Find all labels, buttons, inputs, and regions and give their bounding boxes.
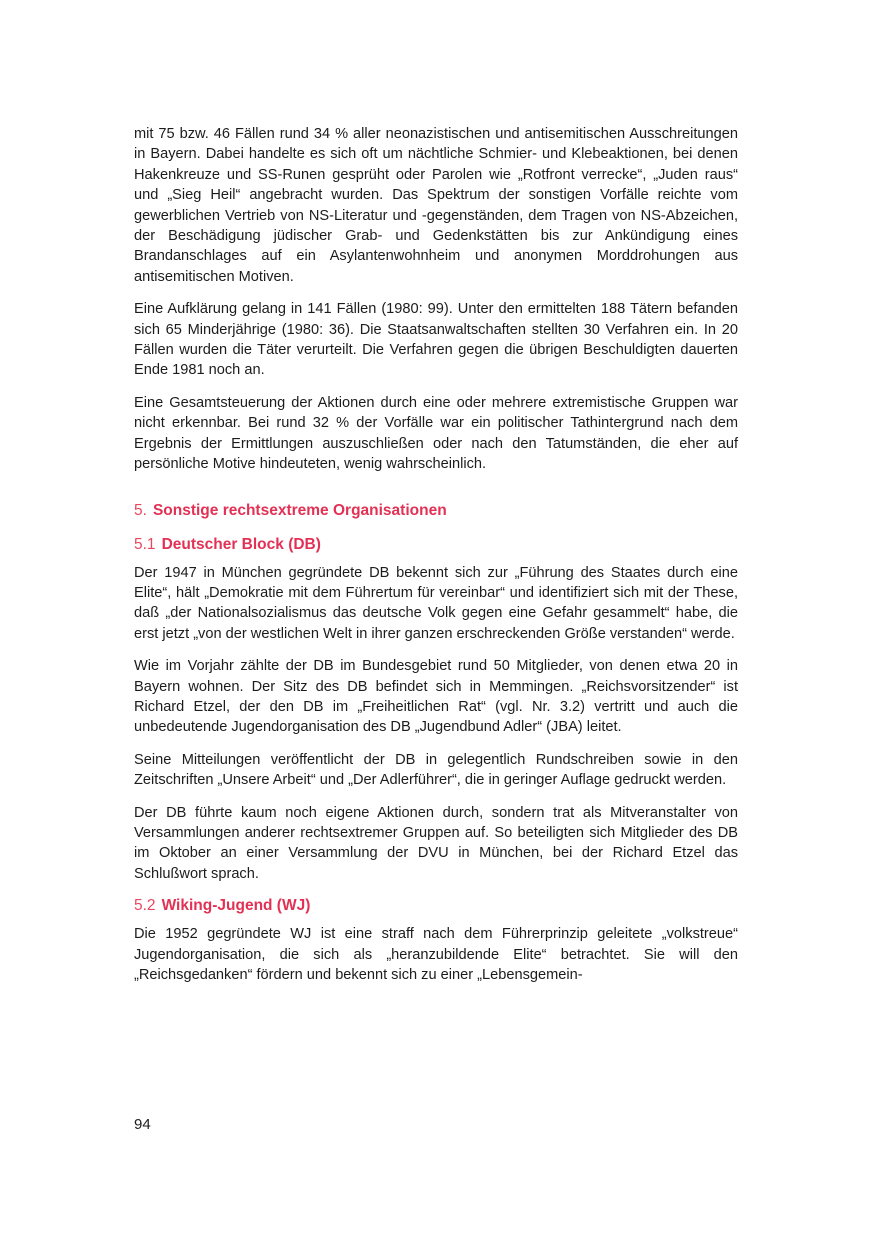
paragraph: mit 75 bzw. 46 Fällen rund 34 % aller neonazistischen und antisemitischen Ausschreitungen in Bayern. Dabei handelte es sich oft um nächtliche Schmier- und Klebeaktionen, bei denen Hakenkreuze und SS-Runen gesprüht oder Parolen wie „Rotfront verrecke“, „Juden raus“ und „Sieg Heil“ angebracht wurden. Das Spektrum der sonstigen Vorfälle reichte vom gewerblichen Vertrieb von NS-Literatur und -gegenständen, dem Tragen von NS-Abzeichen, der Beschädigung jüdischer Grab- und Gedenkstätten bis zur Ankündigung eines Brandanschlages auf ein Asylantenwohnheim und anonymen Morddrohungen aus antisemitischen Motiven. <box>134 126 738 285</box>
section-title: Deutscher Block (DB) <box>161 535 321 553</box>
section-title: Wiking-Jugend (WJ) <box>161 897 311 915</box>
section-number: 5.1 <box>134 535 156 553</box>
paragraph: Eine Gesamtsteuerung der Aktionen durch eine oder mehrere extremistische Gruppen war nicht erkennbar. Bei rund 32 % der Vorfälle war ein politischer Tathintergrund nach dem Ergebnis der Ermittlungen auszuschließen oder nach den Tatumständen, die eher auf persönliche Motive hindeuteten, wenig wahrscheinlich. <box>134 394 738 473</box>
paragraph: Wie im Vorjahr zählte der DB im Bundesgebiet rund 50 Mitglieder, von denen etwa 20 in Bayern wohnen. Der Sitz des DB befindet sich in Memmingen. „Reichsvorsitzender“ ist Richard Etzel, der den DB im „Freiheitlichen Rat“ (vgl. Nr. 3.2) vertritt und auch die unbedeutende Jugendorganisation des DB „Jugendbund Adler“ (JBA) leitet. <box>134 658 738 736</box>
paragraph: Seine Mitteilungen veröffentlicht der DB in gelegentlich Rundschreiben sowie in den Zeitschriften „Unsere Arbeit“ und „Der Adlerführer“, die in geringer Auflage gedruckt werden. <box>134 751 738 789</box>
section-heading-5 <box>134 501 738 521</box>
section-number: 5. <box>134 501 147 519</box>
page-body <box>134 124 738 997</box>
section-number: 5.2 <box>134 897 156 915</box>
paragraph: Der 1947 in München gegründete DB bekennt sich zur „Führung des Staates durch eine Elite“, hält „Demokratie mit dem Führertum für vereinbar“ und identifiziert sich mit der These, daß „der Nationalsozialismus das deutsche Volk gegen eine Gefahr gesammelt“ habe, die erst jetzt „von der westlichen Welt in ihrer ganzen erschreckenden Größe verstanden“ werde. <box>134 564 738 642</box>
section-heading-5-1 <box>134 535 738 555</box>
paragraph: Eine Aufklärung gelang in 141 Fällen (1980: 99). Unter den ermittelten 188 Tätern befanden sich 65 Minderjährige (1980: 36). Die Staatsanwaltschaften stellten 30 Verfahren ein. In 20 Fällen wurden die Täter verurteilt. Die Verfahren gegen die übrigen Beschuldigten dauerten Ende 1981 noch an. <box>134 301 738 379</box>
section-heading-5-2 <box>134 896 738 916</box>
section-title: Sonstige rechtsextreme Organisationen <box>152 501 447 519</box>
paragraph: Die 1952 gegründete WJ ist eine straff nach dem Führerprinzip geleitete „volkstreue“ Jugendorganisation, die sich als „heranzubildende Elite“ betrachtet. Sie will den „Reichsgedanken“ fördern und bekennt sich zu einer „Lebensgemein- <box>134 926 738 983</box>
paragraph: Der DB führte kaum noch eigene Aktionen durch, sondern trat als Mitveranstalter von Versammlungen anderer rechtsextremer Gruppen auf. So beteiligten sich Mitglieder des DB im Oktober an einer Versammlung der DVU in München, bei der Richard Etzel das Schlußwort sprach. <box>134 804 738 882</box>
page-number: 94 <box>134 1116 151 1133</box>
